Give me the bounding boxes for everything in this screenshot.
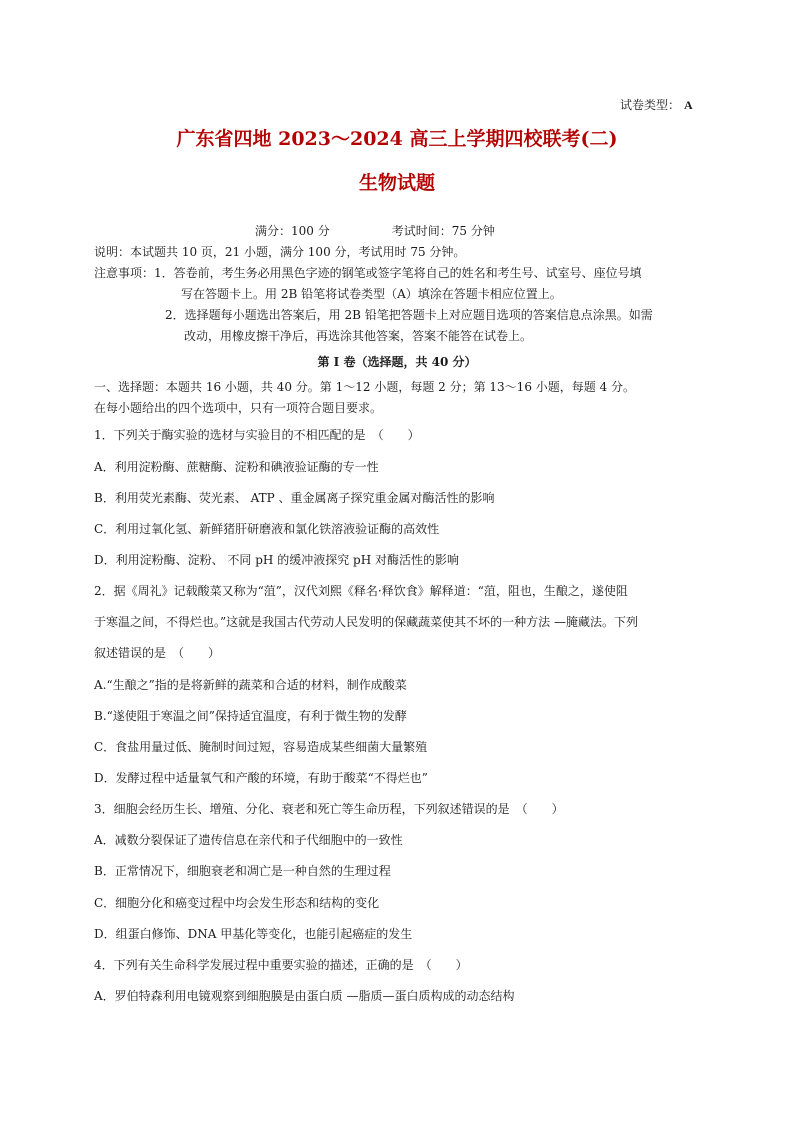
exam-time: 考试时间：75 分钟: [391, 224, 495, 238]
question-2-option-b: B.“遂使阻于寒温之间”保持适宜温度，有利于微生物的发酵: [94, 709, 407, 723]
question-3-option-d: D．组蛋白修饰、DNA 甲基化等变化，也能引起癌症的发生: [94, 927, 413, 941]
exam-type-text: 试卷类型：: [620, 98, 681, 112]
question-2-stem-line-3: 叙述错误的是 （ ）: [94, 646, 221, 660]
subject-title: 生物试题: [358, 172, 435, 194]
exam-title: 广东省四地 2023～2024 高三上学期四校联考(二): [176, 128, 618, 150]
note-2-line-1: 2．选择题每小题选出答案后，用 2B 铅笔把答题卡上对应题目选项的答案信息点涂黑。如需: [165, 308, 653, 322]
question-1-option-d: D．利用淀粉酶、淀粉、 不同 pH 的缓冲液探究 pH 对酶活性的影响: [94, 553, 459, 567]
question-4-option-a: A．罗伯特森利用电镜观察到细胞膜是由蛋白质 —脂质—蛋白质构成的动态结构: [94, 989, 515, 1003]
question-2-option-c: C．食盐用量过低、腌制时间过短，容易造成某些细菌大量繁殖: [94, 740, 428, 754]
note-1-line-2: 写在答题卡上。用 2B 铅笔将试卷类型（A）填涂在答题卡相应位置上。: [181, 287, 562, 301]
question-1-stem: 1．下列关于酶实验的选材与实验目的不相匹配的是 （ ）: [94, 428, 420, 442]
score-time-line: [255, 222, 495, 239]
note-1-line-1: 注意事项：1．答卷前，考生务必用黑色字迹的钢笔或签字笔将自己的姓名和考生号、试室号、座位号填: [94, 266, 642, 280]
exam-type-value: A: [684, 98, 693, 112]
question-1-option-c: C．利用过氧化氢、新鲜猪肝研磨液和氯化铁溶液验证酶的高效性: [94, 522, 440, 536]
question-2-option-a: A.“生酿之”指的是将新鲜的蔬菜和合适的材料，制作成酸菜: [94, 678, 407, 692]
question-3-option-b: B．正常情况下，细胞衰老和凋亡是一种自然的生理过程: [94, 864, 391, 878]
question-2-stem-line-2: 于寒温之间，不得烂也。”这就是我国古代劳动人民发明的保藏蔬菜使其不坏的一种方法 —腌藏法。下列: [94, 615, 638, 629]
question-1-option-a: A．利用淀粉酶、蔗糖酶、淀粉和碘液验证酶的专一性: [94, 460, 379, 474]
question-2-option-d: D．发酵过程中适量氧气和产酸的环境，有助于酸菜“不得烂也”: [94, 771, 428, 785]
question-3-option-a: A．减数分裂保证了遗传信息在亲代和子代细胞中的一致性: [94, 833, 403, 847]
exam-type-label: [620, 96, 693, 113]
question-4-stem: 4．下列有关生命科学发展过程中重要实验的描述，正确的是 （ ）: [94, 958, 468, 972]
question-1-option-b: B．利用荧光素酶、荧光素、 ATP 、重金属离子探究重金属对酶活性的影响: [94, 491, 495, 505]
question-3-stem: 3．细胞会经历生长、增殖、分化、衰老和死亡等生命历程，下列叙述错误的是 （ ）: [94, 802, 564, 816]
full-score: 满分：100 分: [255, 224, 330, 238]
part-intro-line-2: 在每小题给出的四个选项中，只有一项符合题目要求。: [94, 401, 383, 415]
question-3-option-c: C．细胞分化和癌变过程中均会发生形态和结构的变化: [94, 896, 380, 910]
description: 说明：本试题共 10 页，21 小题，满分 100 分，考试用时 75 分钟。: [94, 245, 466, 259]
section-title: 第 I 卷（选择题，共 40 分）: [317, 355, 477, 369]
part-intro-line-1: 一、选择题：本题共 16 小题，共 40 分。第 1～12 小题，每题 2 分；第 13～16 小题，每题 4 分。: [94, 380, 636, 394]
note-2-line-2: 改动，用橡皮擦干净后，再选涂其他答案，答案不能答在试卷上。: [184, 329, 533, 343]
question-2-stem-line-1: 2．据《周礼》记载酸菜又称为“菹”，汉代刘熙《释名·释饮食》解释道：“菹，阻也，生酿之，遂使阻: [94, 584, 628, 598]
